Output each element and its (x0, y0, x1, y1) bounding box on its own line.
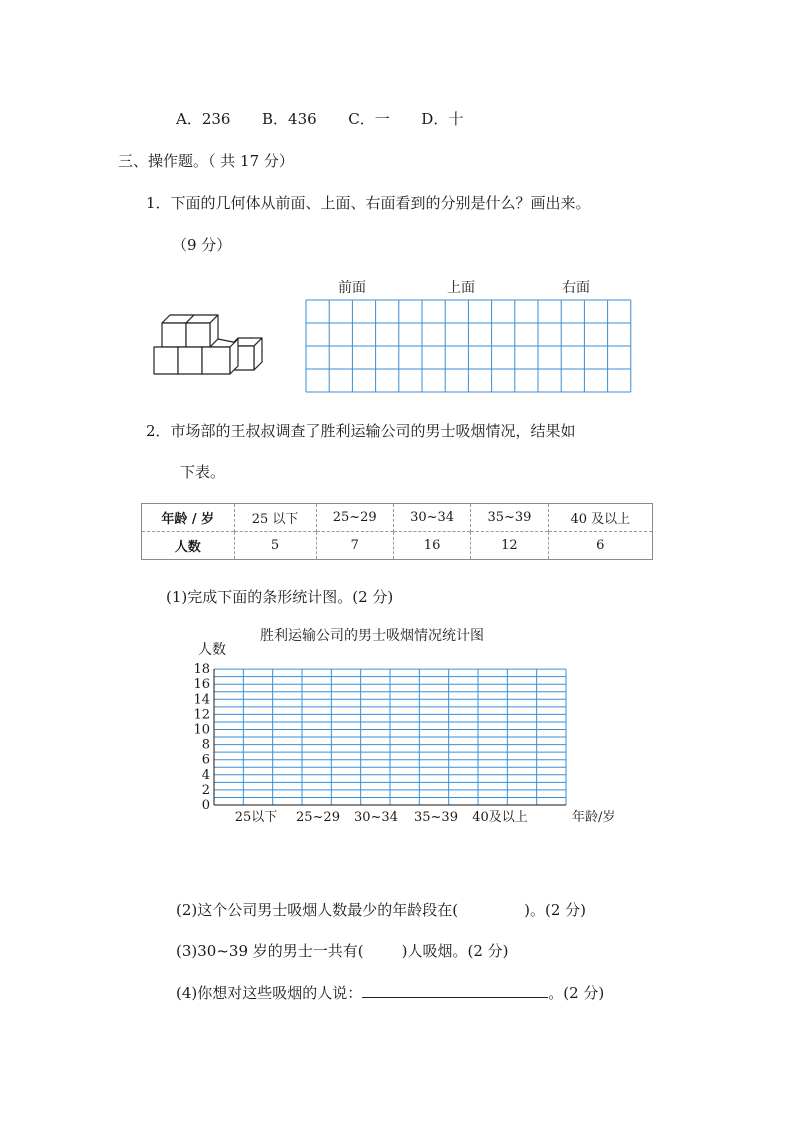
table-cell: 25~29 (316, 504, 393, 532)
x-tick-label: 25~29 (296, 810, 340, 825)
table-cell: 35~39 (471, 504, 548, 532)
x-axis-label: 年龄/岁 (572, 810, 616, 825)
y-tick-label: 8 (201, 737, 210, 753)
bar-chart[interactable] (180, 622, 620, 832)
y-tick-label: 0 (201, 798, 210, 813)
question-2-text-line2: 下表。 (180, 463, 226, 481)
question-2-text-line1: 2．市场部的王叔叔调查了胜利运输公司的男士吸烟情况，结果如 (146, 422, 576, 440)
x-tick-label: 40及以上 (472, 810, 528, 825)
sub-question-4 (176, 982, 604, 1003)
table-cell: 30~34 (393, 504, 470, 532)
sub-question-1: (1)完成下面的条形统计图。(2 分) (166, 588, 394, 606)
table-cell: 25 以下 (234, 504, 316, 532)
cube-figure (150, 310, 270, 382)
table-cell: 7 (316, 532, 393, 560)
table-cell: 12 (471, 532, 548, 560)
x-tick-label: 35~39 (414, 810, 458, 825)
y-tick-label: 6 (201, 752, 210, 768)
table-header-row (142, 504, 653, 532)
table-cell: 人数 (142, 532, 235, 560)
choice-b: B．436 (262, 110, 317, 128)
y-tick-label: 18 (193, 662, 210, 678)
drawing-grid[interactable] (305, 299, 633, 395)
grid-label-right: 右面 (562, 280, 590, 296)
chart-title: 胜利运输公司的男士吸烟情况统计图 (260, 628, 484, 644)
y-axis-label: 人数 (198, 642, 226, 658)
section-title: 三、操作题。（ 共 17 分） (118, 152, 294, 170)
sub-question-3-text: (3)30~39 岁的男士一共有( (176, 942, 364, 960)
y-tick-label: 4 (201, 767, 210, 783)
choice-d: D．十 (421, 110, 464, 128)
grid-label-top: 上面 (447, 280, 475, 296)
y-tick-label: 10 (193, 722, 210, 738)
choice-c: C．一 (348, 110, 390, 128)
sub-question-3 (176, 940, 509, 961)
table-cell: 16 (393, 532, 470, 560)
choice-a: A．236 (176, 110, 231, 128)
x-tick-label: 25以下 (234, 810, 278, 825)
sub-question-2-text: (2)这个公司男士吸烟人数最少的年龄段在( (176, 901, 459, 919)
y-tick-label: 16 (193, 677, 210, 693)
sub-question-3-tail: )人吸烟。(2 分) (401, 942, 509, 960)
sub-question-2 (176, 899, 586, 920)
table-cell: 6 (548, 532, 652, 560)
x-tick-label: 30~34 (354, 810, 398, 825)
sub-question-2-tail: )。(2 分) (524, 901, 586, 919)
data-table (141, 503, 653, 560)
sub-question-4-text: (4)你想对这些吸烟的人说： (176, 984, 363, 1002)
question-1-text: 1．下面的几何体从前面、上面、右面看到的分别是什么？画出来。 (146, 194, 591, 212)
grid-label-front: 前面 (338, 280, 366, 296)
table-cell: 年龄 / 岁 (161, 512, 215, 527)
table-row (142, 532, 653, 560)
sub-question-4-tail: 。(2 分) (548, 984, 605, 1002)
y-tick-label: 14 (193, 692, 210, 708)
table-cell: 5 (234, 532, 316, 560)
answer-choices (176, 108, 463, 129)
table-cell: 40 及以上 (548, 504, 652, 532)
question-1-points: （9 分） (172, 236, 232, 254)
y-tick-label: 12 (193, 707, 210, 723)
answer-line-4[interactable] (362, 983, 548, 998)
y-tick-label: 2 (201, 782, 210, 798)
